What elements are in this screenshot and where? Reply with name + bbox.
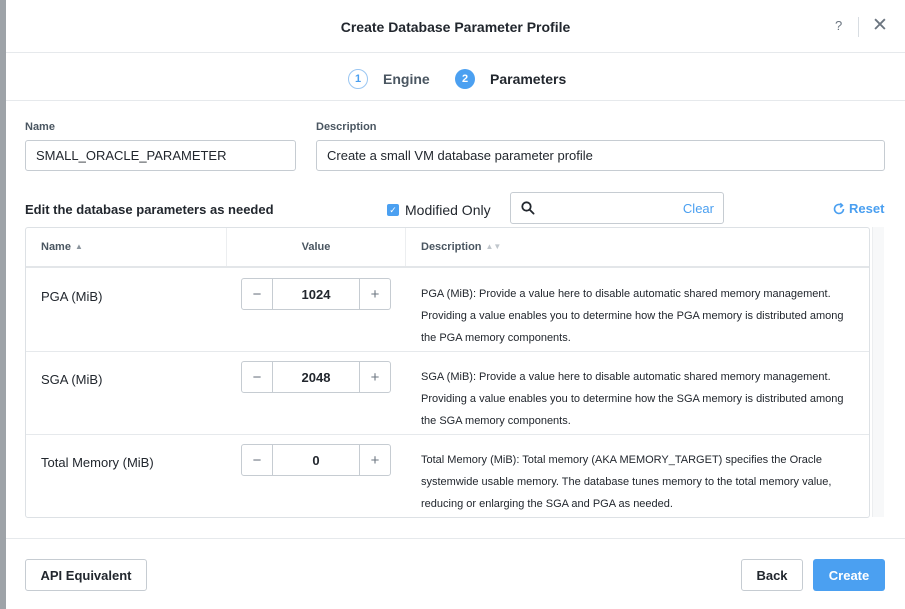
value-input[interactable]: 1024 (272, 279, 360, 309)
step-label: Parameters (490, 71, 567, 87)
close-icon[interactable]: ✕ (872, 15, 888, 36)
column-header-name[interactable] (41, 228, 83, 266)
reset-icon (832, 202, 846, 216)
table-header (26, 228, 869, 268)
back-button[interactable]: Back (741, 559, 803, 591)
increment-button[interactable]: + (370, 451, 380, 469)
create-button[interactable]: Create (813, 559, 885, 591)
step-engine[interactable] (348, 69, 430, 89)
header-divider (858, 17, 859, 37)
value-stepper[interactable] (241, 444, 391, 476)
parameter-description: Total Memory (MiB): Total memory (AKA MEMORY_TARGET) specifies the Oracle systemwide usable memory. The database tunes memory to the total memory value, reducing or enlarging the SGA and PGA as needed. (421, 454, 832, 510)
parameter-search-input[interactable] (510, 192, 724, 224)
value-stepper[interactable] (241, 361, 391, 393)
parameter-description: SGA (MiB): Provide a value here to disable automatic shared memory management. Providing a value enables you to determine how the SGA memory is distributed among the SGA memory components. (421, 371, 844, 427)
dialog-footer (6, 538, 905, 609)
search-icon (521, 201, 535, 215)
step-number: 2 (455, 69, 475, 89)
dialog-title: Create Database Parameter Profile (340, 19, 571, 35)
table-row (26, 435, 869, 518)
increment-button[interactable]: + (370, 285, 380, 303)
name-field[interactable]: SMALL_ORACLE_PARAMETER (25, 140, 296, 171)
value-input[interactable]: 2048 (272, 362, 360, 392)
column-header-description[interactable] (421, 228, 501, 266)
modified-only-checkbox[interactable] (387, 202, 491, 218)
name-label: Name (25, 121, 55, 133)
column-header-label: Value (301, 241, 331, 253)
checkbox-checked-icon[interactable]: ✓ (387, 204, 399, 216)
table-row (26, 269, 869, 352)
parameter-name: Total Memory (MiB) (41, 455, 154, 470)
increment-button[interactable]: + (370, 368, 380, 386)
parameters-table (25, 227, 870, 518)
parameter-description: PGA (MiB): Provide a value here to disable automatic shared memory management. Providing a value enables you to determine how the PGA memory is distributed among the PGA memory components. (421, 288, 844, 344)
column-header-label: Name (41, 241, 71, 253)
step-label: Engine (383, 71, 430, 87)
clear-search-button[interactable]: Clear (682, 201, 714, 216)
sort-icon: ▲▼ (485, 242, 502, 251)
decrement-button[interactable]: − (252, 368, 262, 386)
parameter-name: PGA (MiB) (41, 289, 103, 304)
decrement-button[interactable]: − (252, 451, 262, 469)
reset-button[interactable] (832, 201, 884, 216)
table-scrollbar[interactable] (872, 227, 884, 517)
section-title: Edit the database parameters as needed (25, 202, 274, 217)
wizard-steps (6, 53, 905, 101)
step-parameters[interactable] (455, 69, 566, 89)
step-number: 1 (348, 69, 368, 89)
help-icon[interactable]: ? (835, 18, 843, 33)
decrement-button[interactable]: − (252, 285, 262, 303)
description-label: Description (316, 121, 377, 133)
dialog-header (6, 0, 905, 53)
sort-ascending-icon: ▲ (74, 242, 83, 251)
modified-only-label: Modified Only (405, 202, 491, 218)
parameter-name: SGA (MiB) (41, 372, 103, 387)
value-input[interactable]: 0 (272, 445, 360, 475)
table-row (26, 352, 869, 435)
value-stepper[interactable] (241, 278, 391, 310)
reset-label: Reset (849, 201, 885, 216)
column-header-label: Description (421, 241, 482, 253)
description-field[interactable]: Create a small VM database parameter profile (316, 140, 885, 171)
create-profile-dialog (6, 0, 905, 609)
column-header-value (226, 228, 406, 266)
api-equivalent-button[interactable]: API Equivalent (25, 559, 147, 591)
